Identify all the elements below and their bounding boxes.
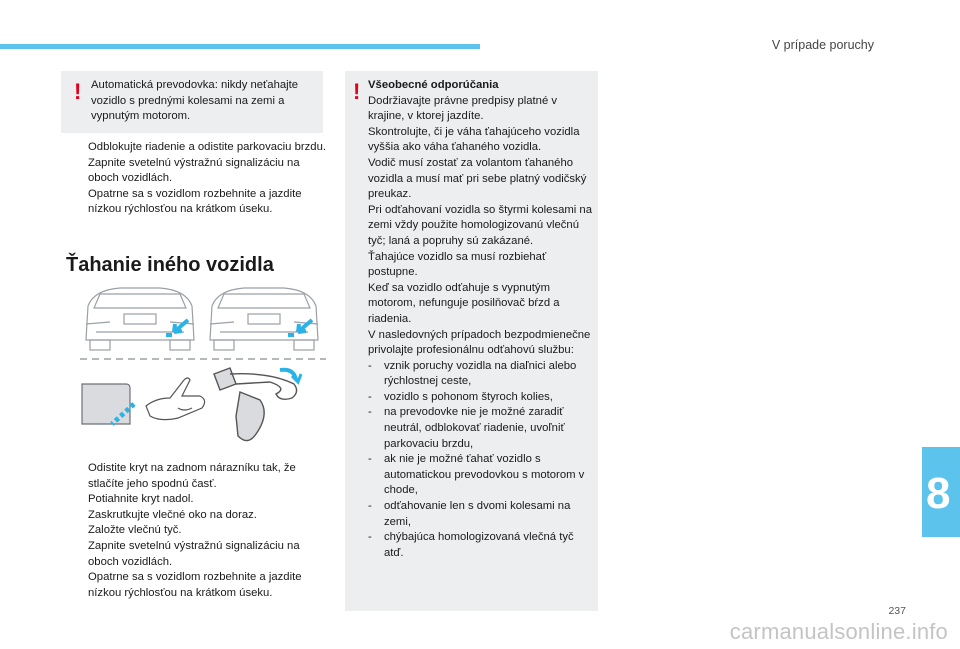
tow-cover-left (166, 333, 172, 337)
paragraph: Skontrolujte, či je váha ťahajúceho vozidla vyššia ako váha ťahaného vozidla. (368, 125, 580, 154)
towing-steps-list (66, 140, 328, 218)
general-recommendations-box (345, 71, 598, 611)
list-item: Odistite kryt na zadnom nárazníku tak, že stlačíte jeho spodnú časť. (88, 462, 296, 490)
dash-list-item: - vozidlo s pohonom štyroch kolies, (368, 390, 553, 403)
warning-icon: ! (353, 79, 361, 104)
paragraph: Pri odťahovaní vozidla so štyrmi kolesami na zemi vždy použite homologizovanú vlečnú tyč; laná a popruhy sú zakázané. (368, 203, 592, 247)
hand-pressing-illustration (146, 378, 205, 420)
list-item: Zaskrutkujte vlečné oko na doraz. (88, 508, 257, 521)
top-accent-bar (0, 44, 480, 49)
paragraph: Ťahajúce vozidlo sa musí rozbiehať postupne. (368, 250, 547, 279)
towing-eye-illustration (80, 280, 326, 456)
page-number: 237 (888, 605, 906, 617)
dash-list-item: - chýbajúca homologizovaná vlečná tyč atď. (368, 531, 574, 559)
recommendations-content (368, 78, 596, 561)
dash-list-item: - vznik poruchy vozidla na diaľnici alebo rýchlostnej ceste, (368, 359, 577, 388)
automatic-transmission-warning (61, 71, 323, 133)
list-item: Zapnite svetelnú výstražnú signalizáciu na oboch vozidlách. (88, 156, 300, 185)
car-rear-left-illustration (86, 288, 194, 350)
warning-text: Automatická prevodovka: nikdy neťahajte vozidlo s prednými kolesami na zemi a vypnutým motorom. (91, 79, 299, 123)
dash-list-item: - na prevodovke nie je možné zaradiť neutrál, odblokovať riadenie, uvoľniť parkovaciu brzdu, (368, 406, 565, 450)
list-item: Odblokujte riadenie a odistite parkovaciu brzdu. (88, 141, 327, 153)
list-item: Potiahnite kryt nadol. (88, 493, 194, 506)
list-item: Opatrne sa s vozidlom rozbehnite a jazdite nízkou rýchlosťou na krátkom úseku. (88, 571, 302, 599)
chapter-tab (922, 447, 960, 537)
dash-list-item: - odťahovanie len s dvomi kolesami na zemi, (368, 500, 571, 528)
arrow-right-icon (298, 320, 312, 332)
paragraph: V nasledovných prípadoch bezpodmienečne privolajte profesionálnu odťahovú službu: (368, 328, 591, 357)
list-item: Opatrne sa s vozidlom rozbehnite a jazdite nízkou rýchlosťou na krátkom úseku. (88, 187, 302, 216)
dash-list-item: - ak nie je možné ťahať vozidlo s automatickou prevodovkou s motorom v chode, (368, 453, 585, 497)
car-rear-right-illustration (210, 288, 318, 350)
paragraph: Keď sa vozidlo odťahuje s vypnutým motorom, nefunguje posilňovač bŕzd a riadenia. (368, 281, 560, 325)
towing-eye-illustration-detail (214, 368, 297, 441)
paragraph: Vodič musí zostať za volantom ťahaného vozidla a musí mať pri sebe platný vodičský preukaz. (368, 156, 587, 201)
chapter-number: 8 (926, 469, 951, 518)
arrow-left-icon (174, 320, 188, 332)
warning-icon: ! (74, 79, 82, 104)
list-item: Založte vlečnú tyč. (88, 524, 182, 537)
chapter-title: V prípade poruchy (771, 38, 874, 52)
recommendations-heading: Všeobecné odporúčania (368, 79, 499, 91)
section-title: Ťahanie iného vozidla (66, 254, 274, 276)
tow-cover-right (288, 333, 294, 337)
towing-other-vehicle-steps (66, 461, 328, 601)
watermark: carmanualsonline.info (729, 619, 948, 644)
paragraph: Dodržiavajte právne predpisy platné v krajine, v ktorej jazdíte. (368, 94, 558, 123)
list-item: Zapnite svetelnú výstražnú signalizáciu na oboch vozidlách. (88, 539, 300, 568)
bumper-cover-illustration (82, 384, 130, 424)
